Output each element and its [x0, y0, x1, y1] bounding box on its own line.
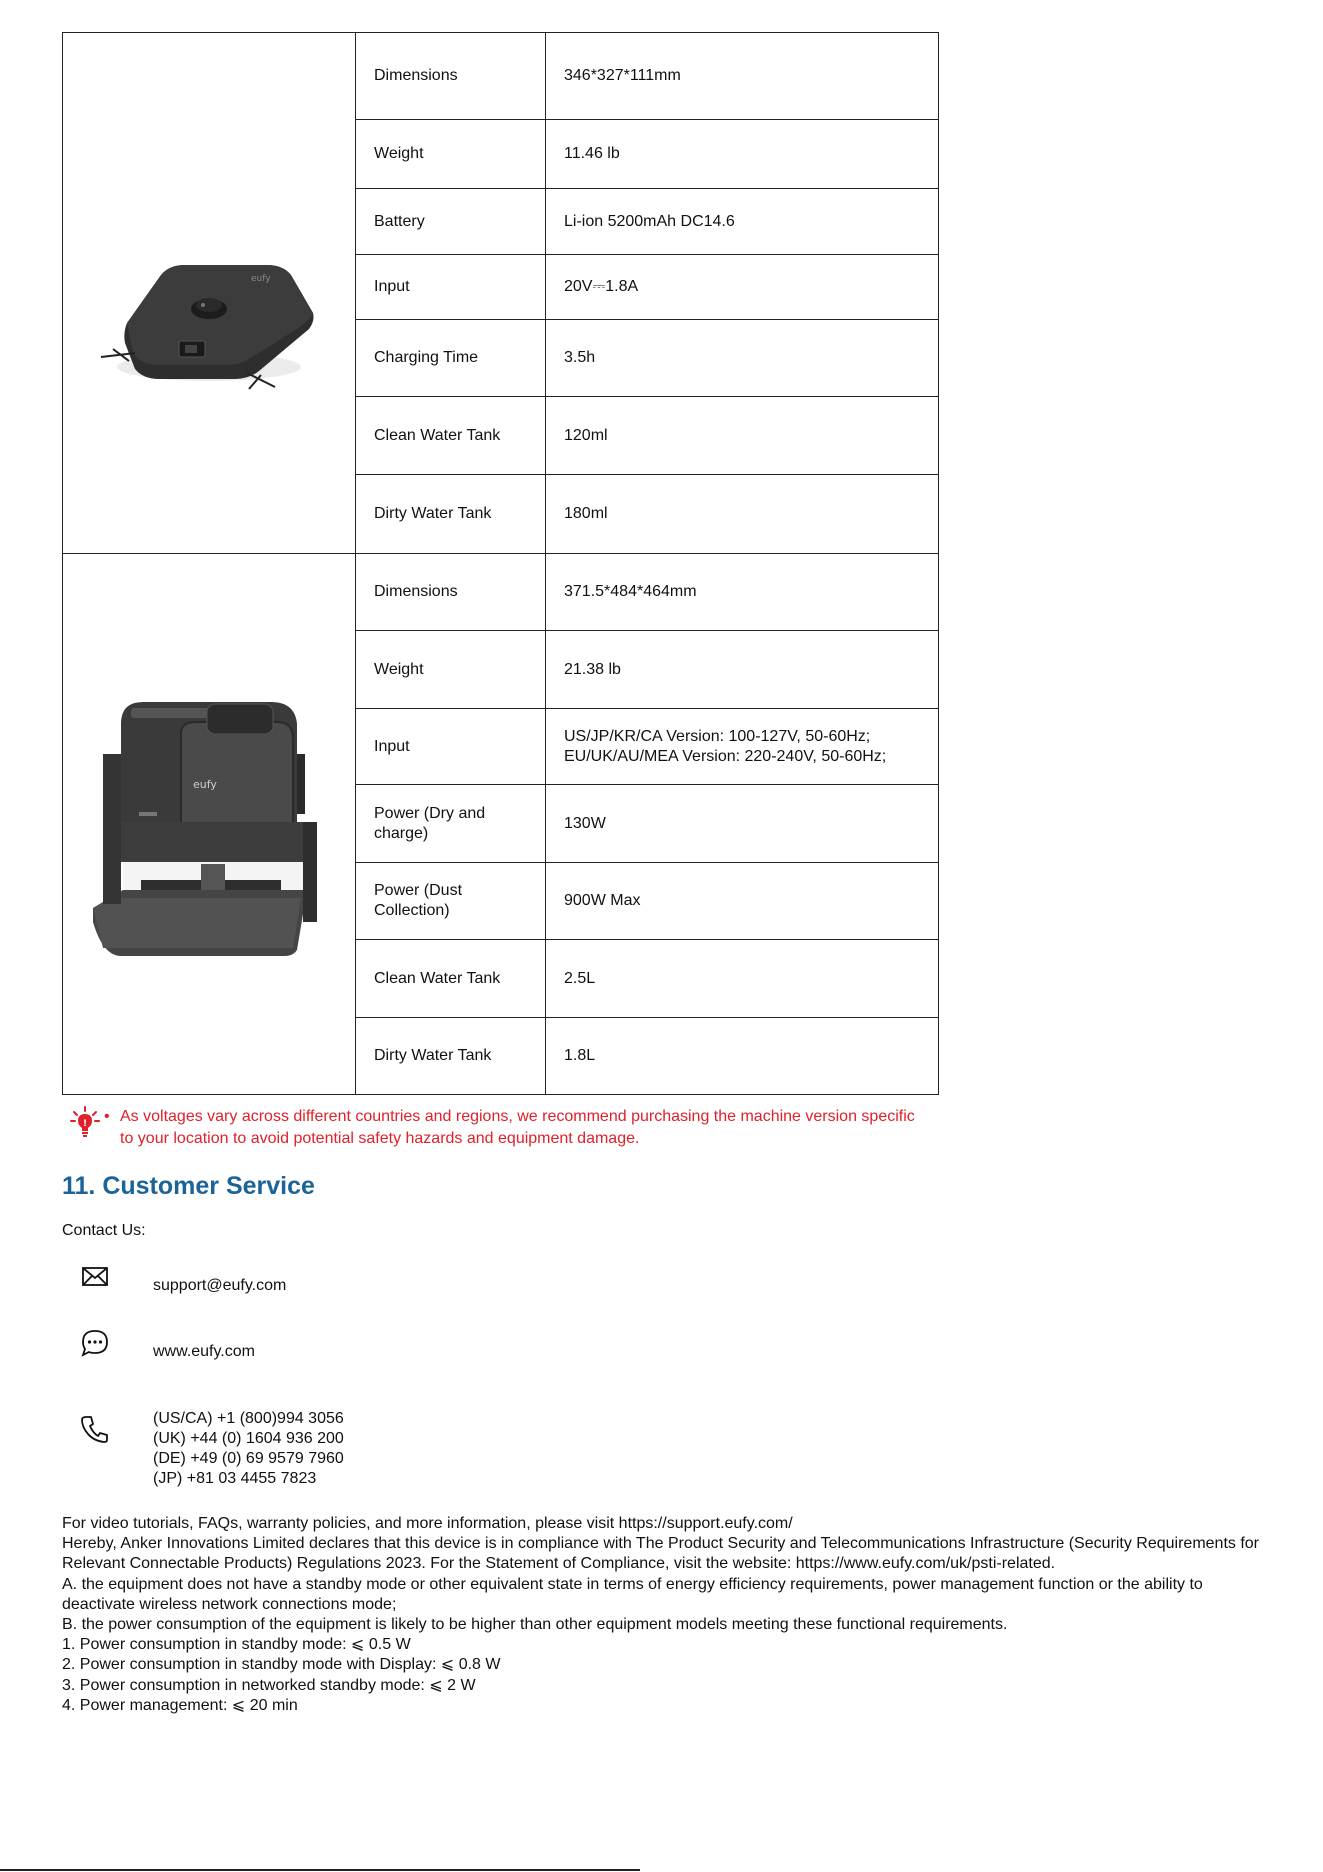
spec-value: 20V⎓1.8A	[546, 255, 939, 320]
email-link[interactable]: support@eufy.com	[153, 1277, 287, 1294]
contact-label: Contact Us:	[62, 1222, 146, 1239]
paragraph: For video tutorials, FAQs, warranty policies, and more information, please visit https://support.eufy.com/	[62, 1515, 793, 1532]
paragraph: Hereby, Anker Innovations Limited declares that this device is in compliance with The Product Security and Telecommunications Infrastructure (Security Requirements for Relevant Connectable Products) Regulations 2023. For the Statement of Compliance, visit the website: https://www.eufy.com/uk/psti-related.	[62, 1535, 1260, 1573]
footer-rule	[0, 1869, 640, 1871]
spec-value: 130W	[546, 785, 939, 863]
phone-icon	[78, 1412, 112, 1446]
spec-label: Clean Water Tank	[356, 940, 546, 1018]
phone-list	[153, 1409, 344, 1489]
section-title: 11. Customer Service	[62, 1172, 315, 1200]
spec-label: Power (Dry and charge)	[356, 785, 546, 863]
paragraph: 4. Power management: ⩽ 20 min	[62, 1696, 298, 1714]
spec-label: Input	[356, 709, 546, 785]
chat-icon	[78, 1326, 112, 1360]
spec-value: 1.8L	[546, 1018, 939, 1095]
spec-label: Charging Time	[356, 320, 546, 397]
spec-label: Dimensions	[356, 554, 546, 631]
phone-number[interactable]: (DE) +49 (0) 69 9579 7960	[153, 1450, 344, 1467]
spec-value: 120ml	[546, 397, 939, 475]
table-row	[63, 554, 939, 631]
tip-text: As voltages vary across different countries and regions, we recommend purchasing the machine version specific to your location to avoid potential safety hazards and equipment damage.	[120, 1108, 915, 1147]
spec-value: 2.5L	[546, 940, 939, 1018]
robot-image-cell	[63, 33, 356, 554]
spec-table	[62, 32, 939, 1095]
spec-label: Battery	[356, 189, 546, 255]
phone-contact	[62, 1410, 344, 1487]
paragraph: 2. Power consumption in standby mode with Display: ⩽ 0.8 W	[62, 1656, 501, 1674]
web-contact	[62, 1326, 255, 1360]
phone-number[interactable]: (US/CA) +1 (800)994 3056	[153, 1410, 344, 1427]
paragraph: 1. Power consumption in standby mode: ⩽ 0.5 W	[62, 1636, 411, 1654]
spec-label: Dimensions	[356, 33, 546, 120]
spec-label: Clean Water Tank	[356, 397, 546, 475]
spec-label: Dirty Water Tank	[356, 475, 546, 554]
spec-value: 346*327*111mm	[546, 33, 939, 120]
website-link[interactable]: www.eufy.com	[153, 1343, 255, 1360]
spec-value: 900W Max	[546, 863, 939, 940]
spec-label: Weight	[356, 120, 546, 189]
spec-value: 371.5*484*464mm	[546, 554, 939, 631]
phone-number[interactable]: (UK) +44 (0) 1604 936 200	[153, 1430, 344, 1447]
spec-value: 21.38 lb	[546, 631, 939, 709]
spec-label: Input	[356, 255, 546, 320]
phone-number[interactable]: (JP) +81 03 4455 7823	[153, 1470, 317, 1487]
spec-value: US/JP/KR/CA Version: 100-127V, 50-60Hz; EU/UK/AU/MEA Version: 220-240V, 50-60Hz;	[546, 709, 939, 785]
spec-value: 180ml	[546, 475, 939, 554]
spec-label: Power (Dust Collection)	[356, 863, 546, 940]
compliance-text	[62, 1514, 1262, 1716]
lightbulb-icon	[70, 1106, 100, 1138]
table-row	[63, 33, 939, 120]
svg-text:eufy: eufy	[193, 778, 217, 791]
base-station-image	[81, 694, 331, 974]
voltage-tip	[70, 1106, 924, 1150]
paragraph: 3. Power consumption in networked standby mode: ⩽ 2 W	[62, 1676, 476, 1694]
tip-bullet: •	[104, 1108, 110, 1125]
email-contact	[62, 1260, 287, 1294]
svg-text:!: !	[82, 1119, 88, 1129]
spec-label: Weight	[356, 631, 546, 709]
paragraph: A. the equipment does not have a standby mode or other equivalent state in terms of energy efficiency requirements, power management function or the ability to deactivate wireless network connections mode;	[62, 1575, 1203, 1613]
svg-text:eufy: eufy	[251, 274, 271, 284]
mail-icon	[78, 1260, 112, 1294]
spec-value: 3.5h	[546, 320, 939, 397]
station-image-cell	[63, 554, 356, 1095]
paragraph: B. the power consumption of the equipment is likely to be higher than other equipment models meeting these functional requirements.	[62, 1616, 1008, 1634]
spec-value: Li-ion 5200mAh DC14.6	[546, 189, 939, 255]
spec-label: Dirty Water Tank	[356, 1018, 546, 1095]
spec-value: 11.46 lb	[546, 120, 939, 189]
robot-vacuum-image	[99, 263, 315, 393]
